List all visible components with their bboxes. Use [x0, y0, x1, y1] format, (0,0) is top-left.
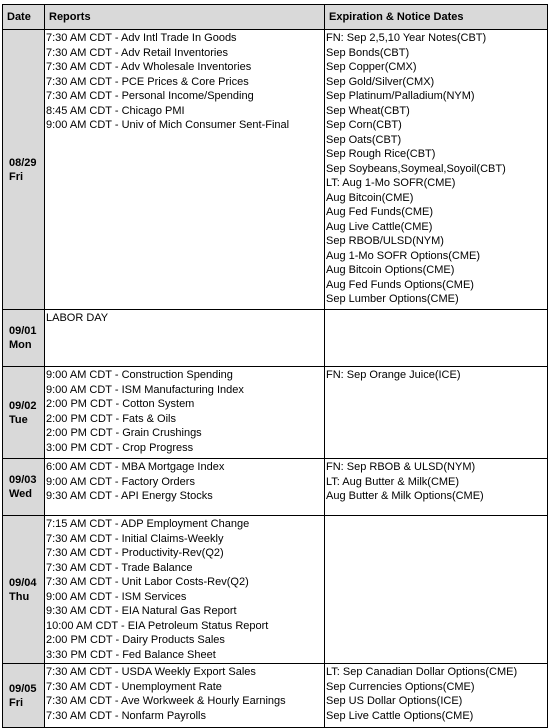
- date-label: 09/05: [9, 682, 37, 695]
- expirations-cell: [325, 30, 548, 310]
- expiration-item: Sep Wheat(CBT): [326, 104, 410, 117]
- report-item: 9:00 AM CDT - ISM Manufacturing Index: [46, 383, 244, 396]
- weekday-label: Fri: [9, 696, 24, 709]
- calendar-body: [3, 30, 548, 728]
- reports-cell: [45, 459, 325, 516]
- expirations-cell: [325, 516, 548, 664]
- table-row: [3, 30, 548, 310]
- report-item: 9:00 AM CDT - Factory Orders: [46, 475, 195, 488]
- report-item: 7:15 AM CDT - ADP Employment Change: [46, 518, 250, 530]
- expirations-cell: [325, 310, 548, 367]
- report-item: 7:30 AM CDT - PCE Prices & Core Prices: [46, 75, 249, 88]
- report-item: 9:00 AM CDT - ISM Services: [46, 590, 187, 603]
- expiration-item: Sep Currencies Options(CME): [326, 680, 475, 693]
- report-item: 3:00 PM CDT - Crop Progress: [46, 441, 194, 454]
- expirations-column-header: Expiration & Notice Dates: [325, 5, 548, 30]
- weekday-label: Wed: [9, 488, 33, 500]
- expiration-item: Sep Soybeans,Soymeal,Soyoil(CBT): [326, 162, 506, 175]
- report-item: 2:00 PM CDT - Cotton System: [46, 398, 195, 410]
- expiration-item: Sep Platinum/Palladium(NYM): [326, 90, 475, 102]
- reports-cell: [45, 516, 325, 664]
- report-item: 7:30 AM CDT - Ave Workweek & Hourly Earnings: [46, 695, 286, 707]
- date-label: 09/02: [9, 399, 37, 412]
- table-row: [3, 516, 548, 664]
- expiration-item: Aug Bitcoin(CME): [326, 191, 414, 204]
- expiration-item: Sep RBOB/ULSD(NYM): [326, 235, 444, 247]
- report-item: 9:00 AM CDT - Univ of Mich Consumer Sent-Final: [46, 119, 290, 131]
- expiration-item: Aug Bitcoin Options(CME): [326, 264, 455, 276]
- expiration-item: Sep Corn(CBT): [326, 119, 402, 131]
- date-cell: [3, 310, 45, 367]
- weekday-label: Mon: [9, 339, 32, 351]
- report-item: 9:00 AM CDT - Construction Spending: [46, 369, 233, 381]
- reports-cell: [45, 664, 325, 728]
- report-item: 10:00 AM CDT - EIA Petroleum Status Report: [46, 619, 269, 632]
- date-cell: [3, 459, 45, 516]
- header-row: [3, 5, 548, 30]
- expiration-item: Aug Fed Funds Options(CME): [326, 278, 474, 291]
- expiration-item: LT: Aug 1-Mo SOFR(CME): [326, 177, 456, 189]
- expiration-item: Aug Butter & Milk Options(CME): [326, 490, 484, 502]
- date-cell: [3, 367, 45, 459]
- table-row: [3, 459, 548, 516]
- expiration-item: Sep US Dollar Options(ICE): [326, 695, 463, 707]
- report-item: 8:45 AM CDT - Chicago PMI: [46, 104, 185, 117]
- expiration-item: Sep Copper(CMX): [326, 61, 417, 73]
- expiration-item: Aug 1-Mo SOFR Options(CME): [326, 249, 481, 262]
- expiration-item: Sep Bonds(CBT): [326, 46, 410, 59]
- expiration-item: Sep Rough Rice(CBT): [326, 148, 436, 160]
- report-item: 7:30 AM CDT - Nonfarm Payrolls: [46, 709, 206, 722]
- report-item: 9:30 AM CDT - EIA Natural Gas Report: [46, 605, 237, 617]
- date-label: 09/03: [9, 474, 37, 486]
- report-item: 7:30 AM CDT - Initial Claims-Weekly: [46, 532, 224, 545]
- expiration-item: FN: Sep RBOB & ULSD(NYM): [326, 461, 476, 473]
- weekday-label: Thu: [9, 590, 30, 603]
- expirations-cell: [325, 664, 548, 728]
- weekday-label: Fri: [9, 170, 24, 183]
- expiration-item: Sep Oats(CBT): [326, 133, 402, 146]
- report-item: LABOR DAY: [46, 312, 109, 324]
- expiration-item: Sep Live Cattle Options(CME): [326, 709, 474, 722]
- expirations-cell: [325, 459, 548, 516]
- report-item: 2:00 PM CDT - Fats & Oils: [46, 412, 176, 425]
- expiration-item: Aug Fed Funds(CME): [326, 206, 433, 218]
- reports-cell: [45, 30, 325, 310]
- expiration-item: Sep Gold/Silver(CMX): [326, 75, 435, 88]
- report-item: 2:00 PM CDT - Grain Crushings: [46, 427, 202, 439]
- report-item: 2:00 PM CDT - Dairy Products Sales: [46, 634, 225, 646]
- table-row: [3, 367, 548, 459]
- expiration-item: Aug Live Cattle(CME): [326, 220, 433, 233]
- date-column-header: Date: [3, 5, 45, 30]
- reports-cell: [45, 310, 325, 367]
- date-cell: [3, 516, 45, 664]
- report-item: 3:30 PM CDT - Fed Balance Sheet: [46, 648, 216, 661]
- expiration-item: Sep Lumber Options(CME): [326, 293, 459, 305]
- expiration-item: LT: Aug Butter & Milk(CME): [326, 475, 460, 488]
- expiration-item: FN: Sep 2,5,10 Year Notes(CBT): [326, 32, 487, 44]
- date-label: 09/04: [9, 576, 37, 589]
- date-label: 09/01: [9, 325, 37, 337]
- report-item: 7:30 AM CDT - Adv Retail Inventories: [46, 46, 228, 59]
- report-item: 7:30 AM CDT - USDA Weekly Export Sales: [46, 666, 256, 678]
- report-item: 7:30 AM CDT - Adv Intl Trade In Goods: [46, 32, 237, 44]
- date-cell: [3, 30, 45, 310]
- table-row: [3, 664, 548, 728]
- report-item: 7:30 AM CDT - Personal Income/Spending: [46, 90, 254, 102]
- expiration-item: FN: Sep Orange Juice(ICE): [326, 369, 461, 381]
- report-item: 7:30 AM CDT - Productivity-Rev(Q2): [46, 547, 224, 559]
- date-label: 08/29: [9, 156, 37, 169]
- reports-cell: [45, 367, 325, 459]
- date-cell: [3, 664, 45, 728]
- report-item: 7:30 AM CDT - Unemployment Rate: [46, 680, 222, 693]
- report-item: 7:30 AM CDT - Unit Labor Costs-Rev(Q2): [46, 576, 249, 588]
- calendar-table: [2, 4, 548, 728]
- report-item: 6:00 AM CDT - MBA Mortgage Index: [46, 461, 225, 473]
- reports-column-header: Reports: [45, 5, 325, 30]
- report-item: 9:30 AM CDT - API Energy Stocks: [46, 490, 213, 502]
- report-item: 7:30 AM CDT - Trade Balance: [46, 561, 193, 574]
- report-item: 7:30 AM CDT - Adv Wholesale Inventories: [46, 61, 252, 73]
- expiration-item: LT: Sep Canadian Dollar Options(CME): [326, 666, 518, 678]
- expirations-cell: [325, 367, 548, 459]
- table-row: [3, 310, 548, 367]
- weekday-label: Tue: [9, 413, 28, 426]
